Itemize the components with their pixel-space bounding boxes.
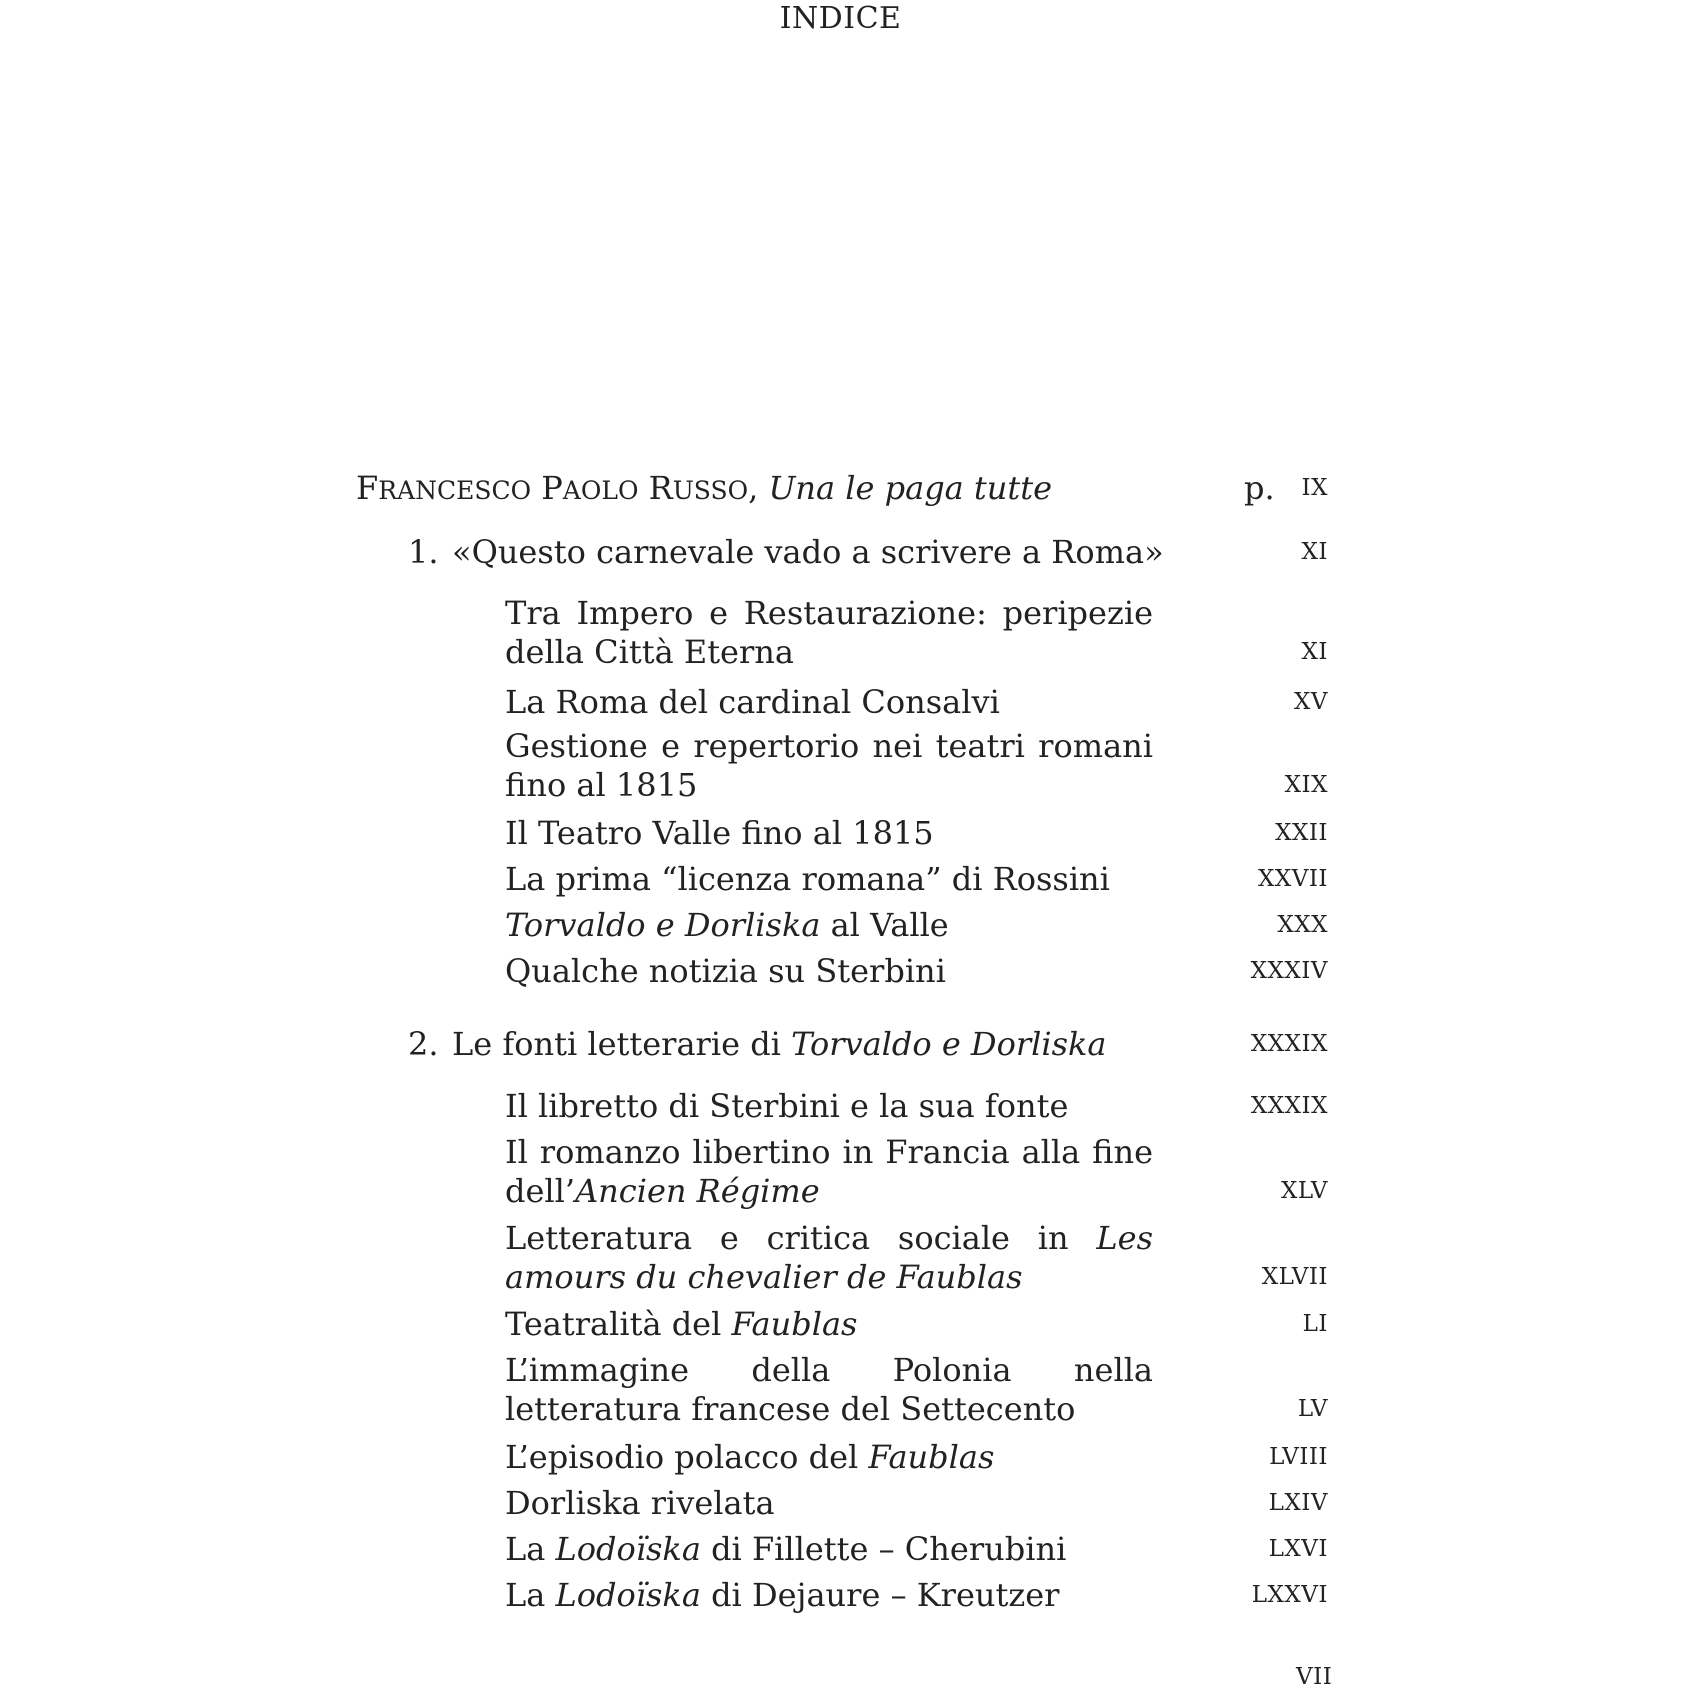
- section-title: Il libretto di Sterbini e la sua fonte: [505, 1087, 1069, 1125]
- toc-section: [505, 1484, 1336, 1523]
- toc-section: [505, 1438, 1336, 1477]
- page-number: XI: [1301, 639, 1328, 665]
- toc-section: [505, 860, 1336, 899]
- section-title: La Lodoïska di Fillette – Cherubini: [505, 1530, 1067, 1568]
- toc-entry-introduction: FRANCESCO PAOLO RUSSO, Una le paga tutte p. IX: [356, 469, 1328, 507]
- page-number: XIX: [1284, 772, 1328, 798]
- toc-section: [505, 1305, 1336, 1344]
- page-number: LI: [1302, 1311, 1328, 1337]
- chapter-number: 2.: [408, 1025, 439, 1063]
- chapter-title: Le fonti letterarie di Torvaldo e Dorliska: [452, 1025, 1107, 1063]
- section-title: Torvaldo e Dorliska al Valle: [505, 906, 949, 944]
- chapter-title: «Questo carnevale vado a scrivere a Roma»: [452, 533, 1164, 571]
- page-number: XI: [1301, 539, 1328, 565]
- page-number: XXXIX: [1250, 1093, 1328, 1119]
- toc-section: [505, 906, 1336, 945]
- page-number: LXXVI: [1251, 1582, 1328, 1608]
- section-title: La Roma del cardinal Consalvi: [505, 683, 1000, 721]
- page-number: LV: [1297, 1396, 1328, 1422]
- toc-section: [505, 952, 1336, 991]
- page-number: XXII: [1275, 820, 1328, 846]
- toc-section: [505, 1351, 1336, 1429]
- page-prefix: p.: [1244, 469, 1275, 507]
- toc-section: [505, 727, 1336, 805]
- section-title: Gestione e repertorio nei teatri romani fino al 1815: [505, 727, 1153, 804]
- section-title: Il Teatro Valle fino al 1815: [505, 814, 934, 852]
- toc-section: [505, 1530, 1336, 1569]
- page-number: XXVII: [1257, 866, 1328, 892]
- page-number: XV: [1294, 689, 1328, 715]
- toc-section: [505, 683, 1336, 722]
- page-number: XLVII: [1261, 1264, 1328, 1290]
- section-title: Teatralità del Faublas: [505, 1305, 858, 1343]
- section-title: L’immagine della Polonia nella letteratura francese del Settecento: [505, 1351, 1153, 1428]
- section-title: Il romanzo libertino in Francia alla fine dell’Ancien Régime: [505, 1133, 1153, 1210]
- page-number: LXVI: [1268, 1536, 1328, 1562]
- chapter-number: 1.: [408, 533, 439, 571]
- introduction-title: Una le paga tutte: [768, 469, 1053, 507]
- page-number: XLV: [1280, 1178, 1328, 1204]
- running-head: INDICE: [779, 1, 902, 36]
- toc-section: [505, 594, 1336, 672]
- toc-section: [505, 1133, 1336, 1211]
- toc-section: [505, 1087, 1336, 1126]
- toc-section: [505, 1219, 1336, 1297]
- page-number: XXXIV: [1250, 958, 1328, 984]
- section-title: Qualche notizia su Sterbini: [505, 952, 946, 990]
- toc-section: [505, 814, 1336, 853]
- page-number: LVIII: [1269, 1444, 1328, 1470]
- toc-section: [505, 1576, 1336, 1615]
- page-number: XXXIX: [1250, 1031, 1328, 1057]
- section-title: Letteratura e critica sociale in Les amours du chevalier de Faublas: [505, 1219, 1153, 1296]
- section-title: Tra Impero e Restaurazione: peripezie della Città Eterna: [505, 594, 1153, 671]
- page-number: LXIV: [1268, 1490, 1328, 1516]
- section-title: L’episodio polacco del Faublas: [505, 1438, 995, 1476]
- page-folio: VII: [1296, 1664, 1333, 1690]
- page-number: XXX: [1277, 912, 1328, 938]
- section-title: Dorliska rivelata: [505, 1484, 775, 1522]
- author-name: FRANCESCO PAOLO RUSSO: [356, 469, 749, 507]
- section-title: La Lodoïska di Dejaure – Kreutzer: [505, 1576, 1060, 1614]
- page-number: IX: [1301, 475, 1328, 501]
- section-title: La prima “licenza romana” di Rossini: [505, 860, 1110, 898]
